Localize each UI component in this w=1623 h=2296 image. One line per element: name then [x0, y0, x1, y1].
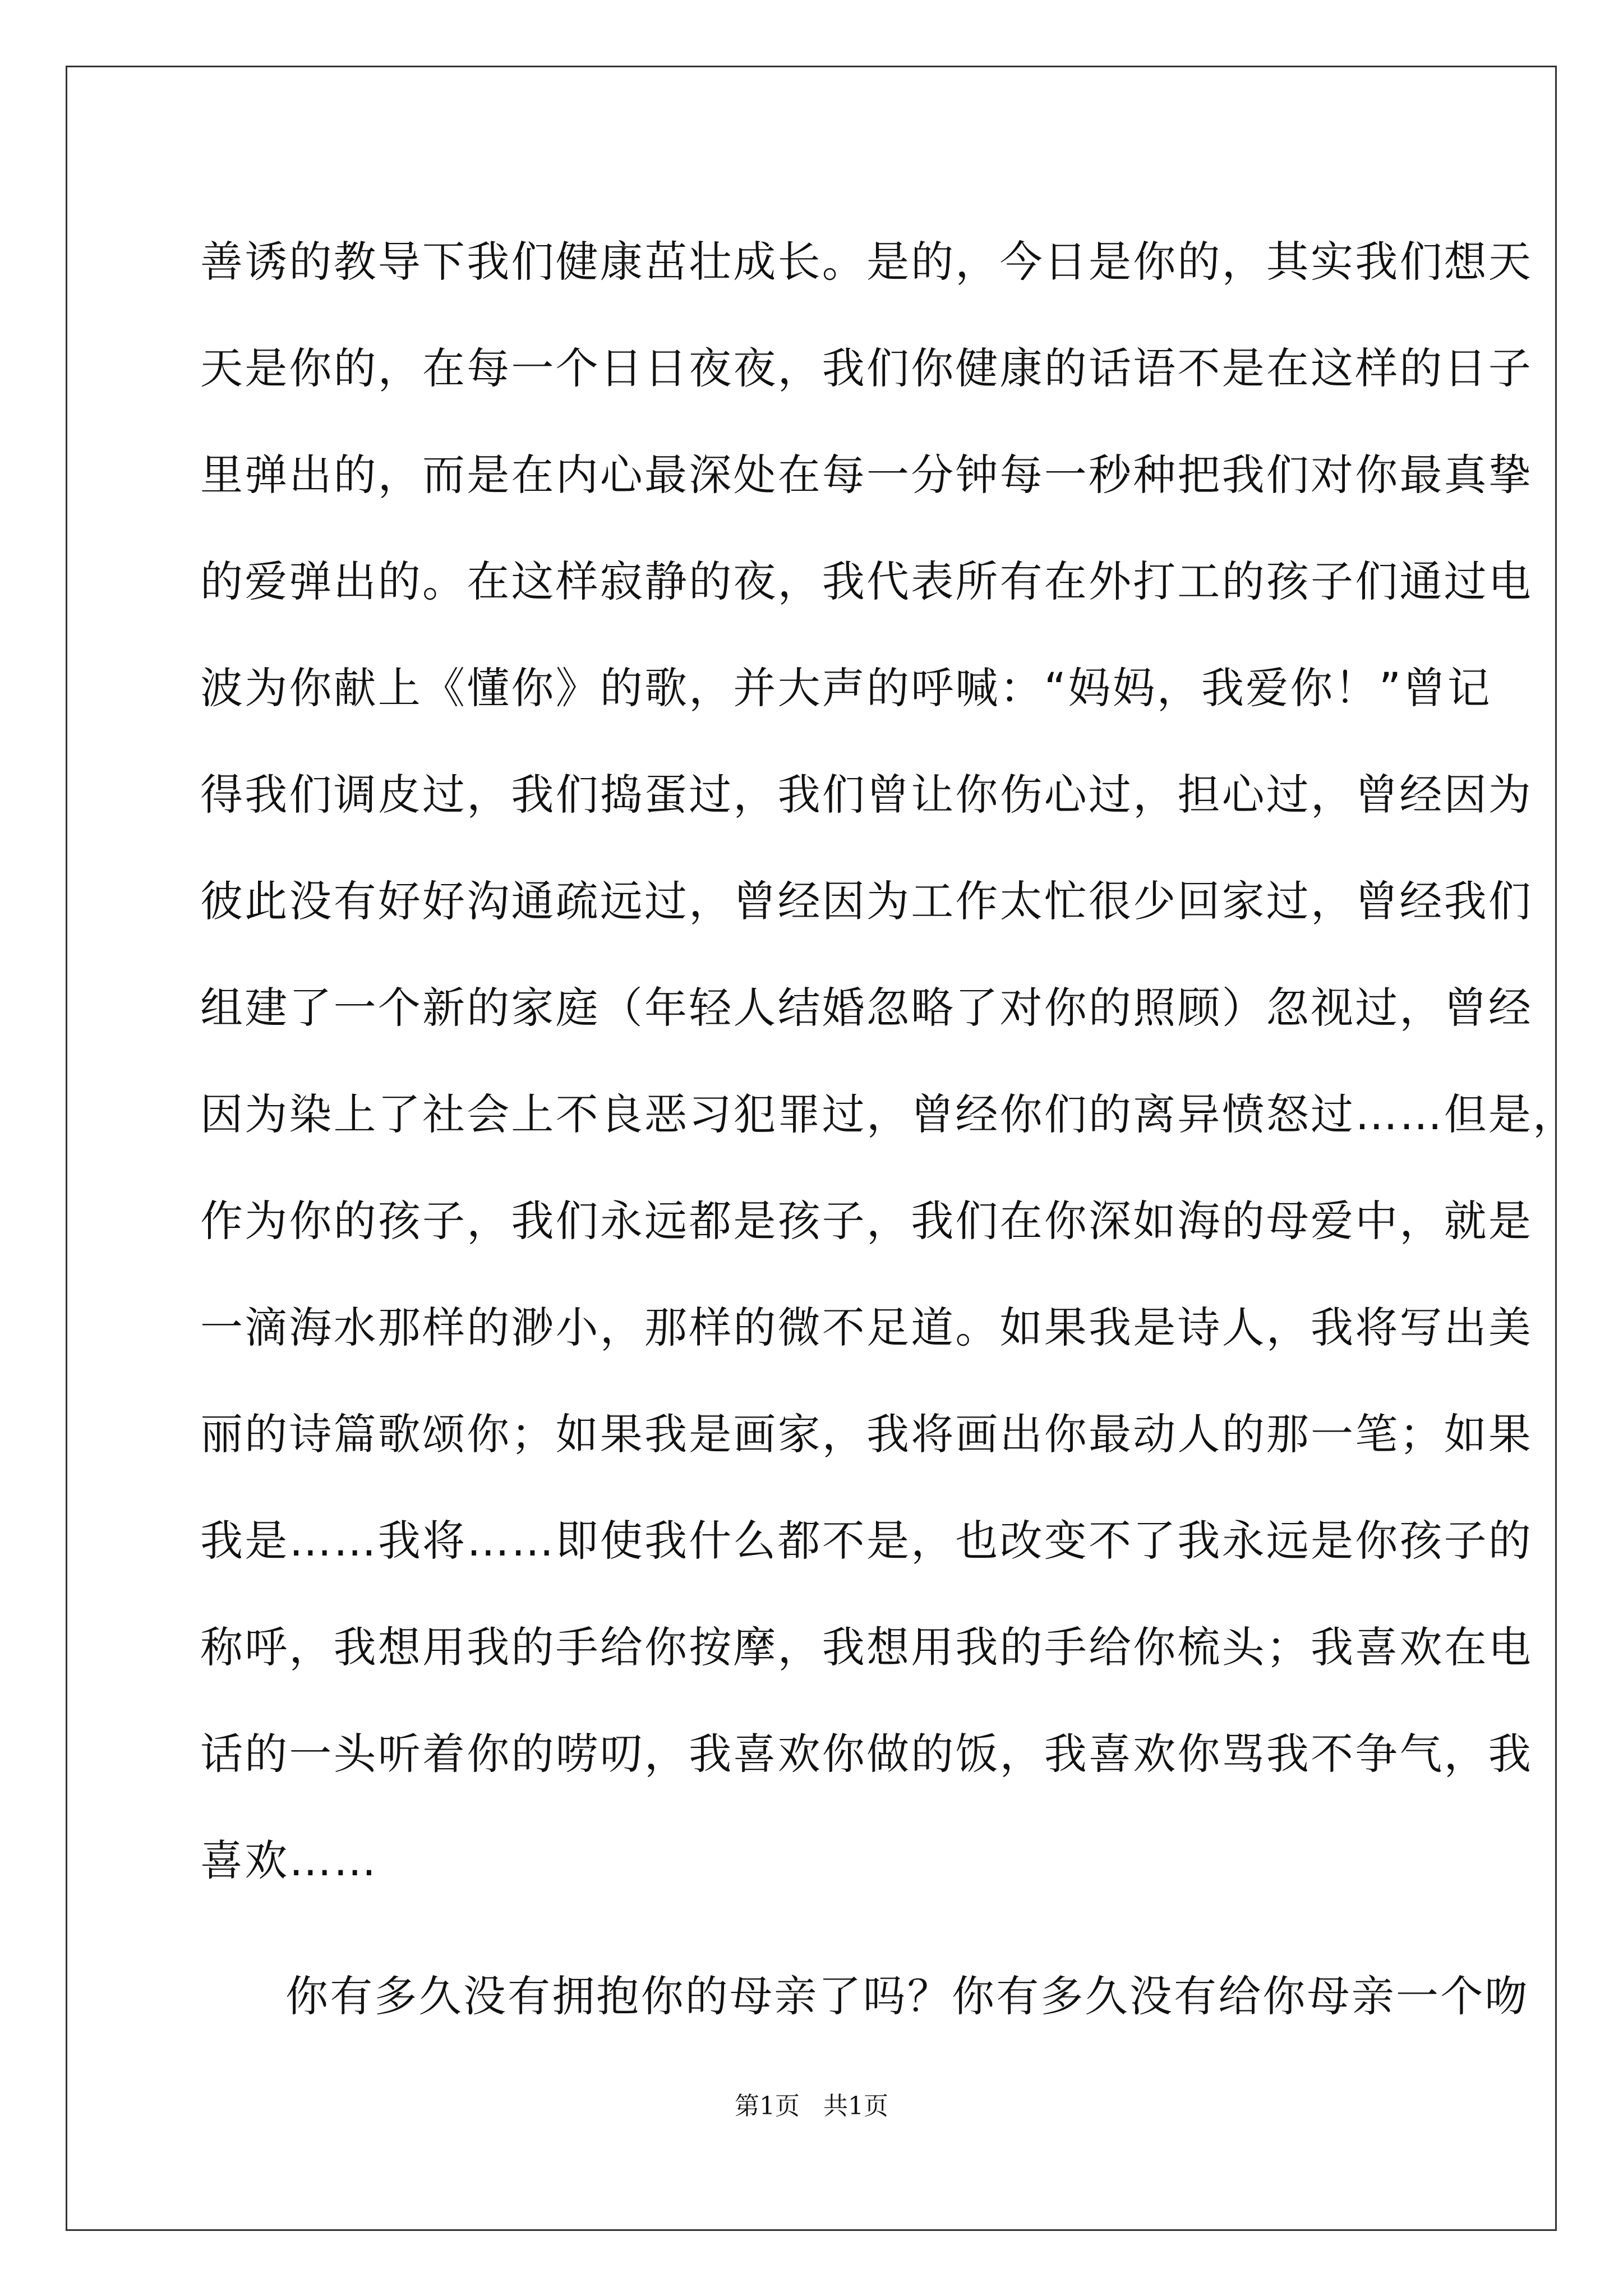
text-line: 得我们调皮过，我们捣蛋过，我们曾让你伤心过，担心过，曾经因为: [200, 770, 1533, 820]
paragraph-first-line: 你有多久没有拥抱你的母亲了吗？你有多久没有给你母亲一个吻: [285, 1971, 1529, 2021]
text-line: 里弹出的，而是在内心最深处在每一分钟每一秒种把我们对你最真挚: [200, 450, 1533, 500]
text-line: 天是你的，在每一个日日夜夜，我们你健康的话语不是在这样的日子: [200, 343, 1533, 393]
text-line: 称呼，我想用我的手给你按摩，我想用我的手给你梳头；我喜欢在电: [200, 1622, 1533, 1672]
text-line: 我是……我将……即使我什么都不是，也改变不了我永远是你孩子的: [200, 1516, 1533, 1566]
text-line: 的爱弹出的。在这样寂静的夜，我代表所有在外打工的孩子们通过电: [200, 556, 1533, 606]
text-line: 作为你的孩子，我们永远都是孩子，我们在你深如海的母爱中，就是: [200, 1196, 1533, 1246]
text-line: 善诱的教导下我们健康茁壮成长。是的，今日是你的，其实我们想天: [200, 237, 1533, 287]
text-line: 喜欢……: [200, 1835, 378, 1885]
document-body: [200, 209, 1578, 2050]
text-line: 波为你献上《懂你》的歌，并大声的呼喊：“妈妈，我爱你！”曾记: [200, 663, 1492, 713]
page-total: 共1页: [823, 2092, 888, 2120]
text-line: 话的一头听着你的唠叨，我喜欢你做的饭，我喜欢你骂我不争气，我: [200, 1729, 1533, 1779]
page-number: 第1页: [735, 2092, 800, 2120]
text-line: 因为染上了社会上不良恶习犯罪过，曾经你们的离异愤怒过……但是，: [200, 1089, 1578, 1139]
text-line: 一滴海水那样的渺小，那样的微不足道。如果我是诗人，我将写出美: [200, 1303, 1533, 1352]
text-line: 组建了一个新的家庭（年轻人结婚忽略了对你的照顾）忽视过，曾经: [200, 983, 1533, 1033]
text-line: 彼此没有好好沟通疏远过，曾经因为工作太忙很少回家过，曾经我们: [200, 876, 1533, 926]
text-line: 丽的诗篇歌颂你；如果我是画家，我将画出你最动人的那一笔；如果: [200, 1409, 1533, 1459]
page-footer: [0, 2090, 1623, 2123]
